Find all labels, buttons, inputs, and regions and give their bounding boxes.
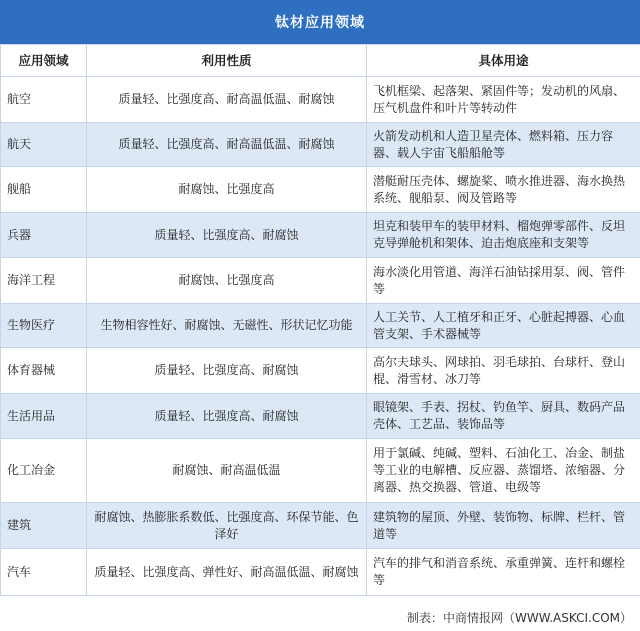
- header-domain: 应用领域: [1, 45, 87, 77]
- table-header-row: [1, 45, 640, 77]
- table-row: [1, 304, 640, 348]
- header-use: 具体用途: [367, 45, 640, 77]
- cell-property: 质量轻、比强度高、耐高温低温、耐腐蚀: [87, 77, 367, 123]
- cell-use: 高尔夫球头、网球拍、羽毛球拍、台球杆、登山棍、滑雪材、冰刀等: [367, 348, 640, 394]
- table-row: [1, 394, 640, 439]
- cell-property: 质量轻、比强度高、耐腐蚀: [87, 348, 367, 394]
- table-row: [1, 258, 640, 304]
- cell-use: 眼镜架、手表、拐杖、钓鱼竿、厨具、数码产品壳体、工艺品、装饰品等: [367, 394, 640, 439]
- cell-use: 潜艇耐压壳体、螺旋桨、喷水推进器、海水换热系统、舰船泵、阀及管路等: [367, 167, 640, 213]
- cell-use: 用于氯碱、纯碱、塑料、石油化工、冶金、制盐等工业的电解槽、反应器、蒸馏塔、浓缩器、分离器、热交换器、管道、电级等: [367, 439, 640, 503]
- cell-domain: 生物医疗: [1, 304, 87, 348]
- table-row: [1, 213, 640, 258]
- cell-use: 火箭发动机和人造卫星壳体、燃料箱、压力容器、载人宇宙飞船船舱等: [367, 123, 640, 167]
- cell-use: 坦克和装甲车的装甲材料、榴炮弹零部件、反坦克导弹舱机和架体、迫击炮底座和支架等: [367, 213, 640, 258]
- cell-property: 生物相容性好、耐腐蚀、无磁性、形状记忆功能: [87, 304, 367, 348]
- cell-domain: 化工冶金: [1, 439, 87, 503]
- cell-domain: 生活用品: [1, 394, 87, 439]
- table-row: [1, 348, 640, 394]
- cell-domain: 体育器械: [1, 348, 87, 394]
- cell-property: 耐腐蚀、比强度高: [87, 258, 367, 304]
- header-property: 利用性质: [87, 45, 367, 77]
- table-row: [1, 77, 640, 123]
- application-table: [0, 44, 640, 596]
- cell-property: 质量轻、比强度高、弹性好、耐高温低温、耐腐蚀: [87, 549, 367, 596]
- cell-property: 耐腐蚀、比强度高: [87, 167, 367, 213]
- cell-use: 人工关节、人工植牙和正牙、心脏起搏器、心血管支架、手术器械等: [367, 304, 640, 348]
- cell-property: 耐腐蚀、耐高温低温: [87, 439, 367, 503]
- cell-use: 汽车的排气和消音系统、承重弹簧、连杆和螺栓等: [367, 549, 640, 596]
- cell-domain: 航空: [1, 77, 87, 123]
- table-row: [1, 549, 640, 596]
- table-row: [1, 503, 640, 549]
- cell-domain: 航天: [1, 123, 87, 167]
- cell-property: 耐腐蚀、热膨胀系数低、比强度高、环保节能、色泽好: [87, 503, 367, 549]
- cell-domain: 汽车: [1, 549, 87, 596]
- cell-property: 质量轻、比强度高、耐腐蚀: [87, 213, 367, 258]
- cell-domain: 建筑: [1, 503, 87, 549]
- table-title: 钛材应用领域: [0, 0, 640, 44]
- source-note: 制表：中商情报网（WWW.ASKCI.COM）: [407, 610, 632, 625]
- table-row: [1, 167, 640, 213]
- cell-use: 建筑物的屋顶、外壁、装饰物、标牌、栏杆、管道等: [367, 503, 640, 549]
- cell-domain: 舰船: [1, 167, 87, 213]
- table-row: [1, 439, 640, 503]
- cell-property: 质量轻、比强度高、耐高温低温、耐腐蚀: [87, 123, 367, 167]
- cell-use: 海水淡化用管道、海洋石油钻採用泵、阀、管件等: [367, 258, 640, 304]
- cell-property: 质量轻、比强度高、耐腐蚀: [87, 394, 367, 439]
- table-row: [1, 123, 640, 167]
- cell-domain: 兵器: [1, 213, 87, 258]
- cell-use: 飞机框梁、起落架、紧固件等；发动机的风扇、压气机盘件和叶片等转动件: [367, 77, 640, 123]
- cell-domain: 海洋工程: [1, 258, 87, 304]
